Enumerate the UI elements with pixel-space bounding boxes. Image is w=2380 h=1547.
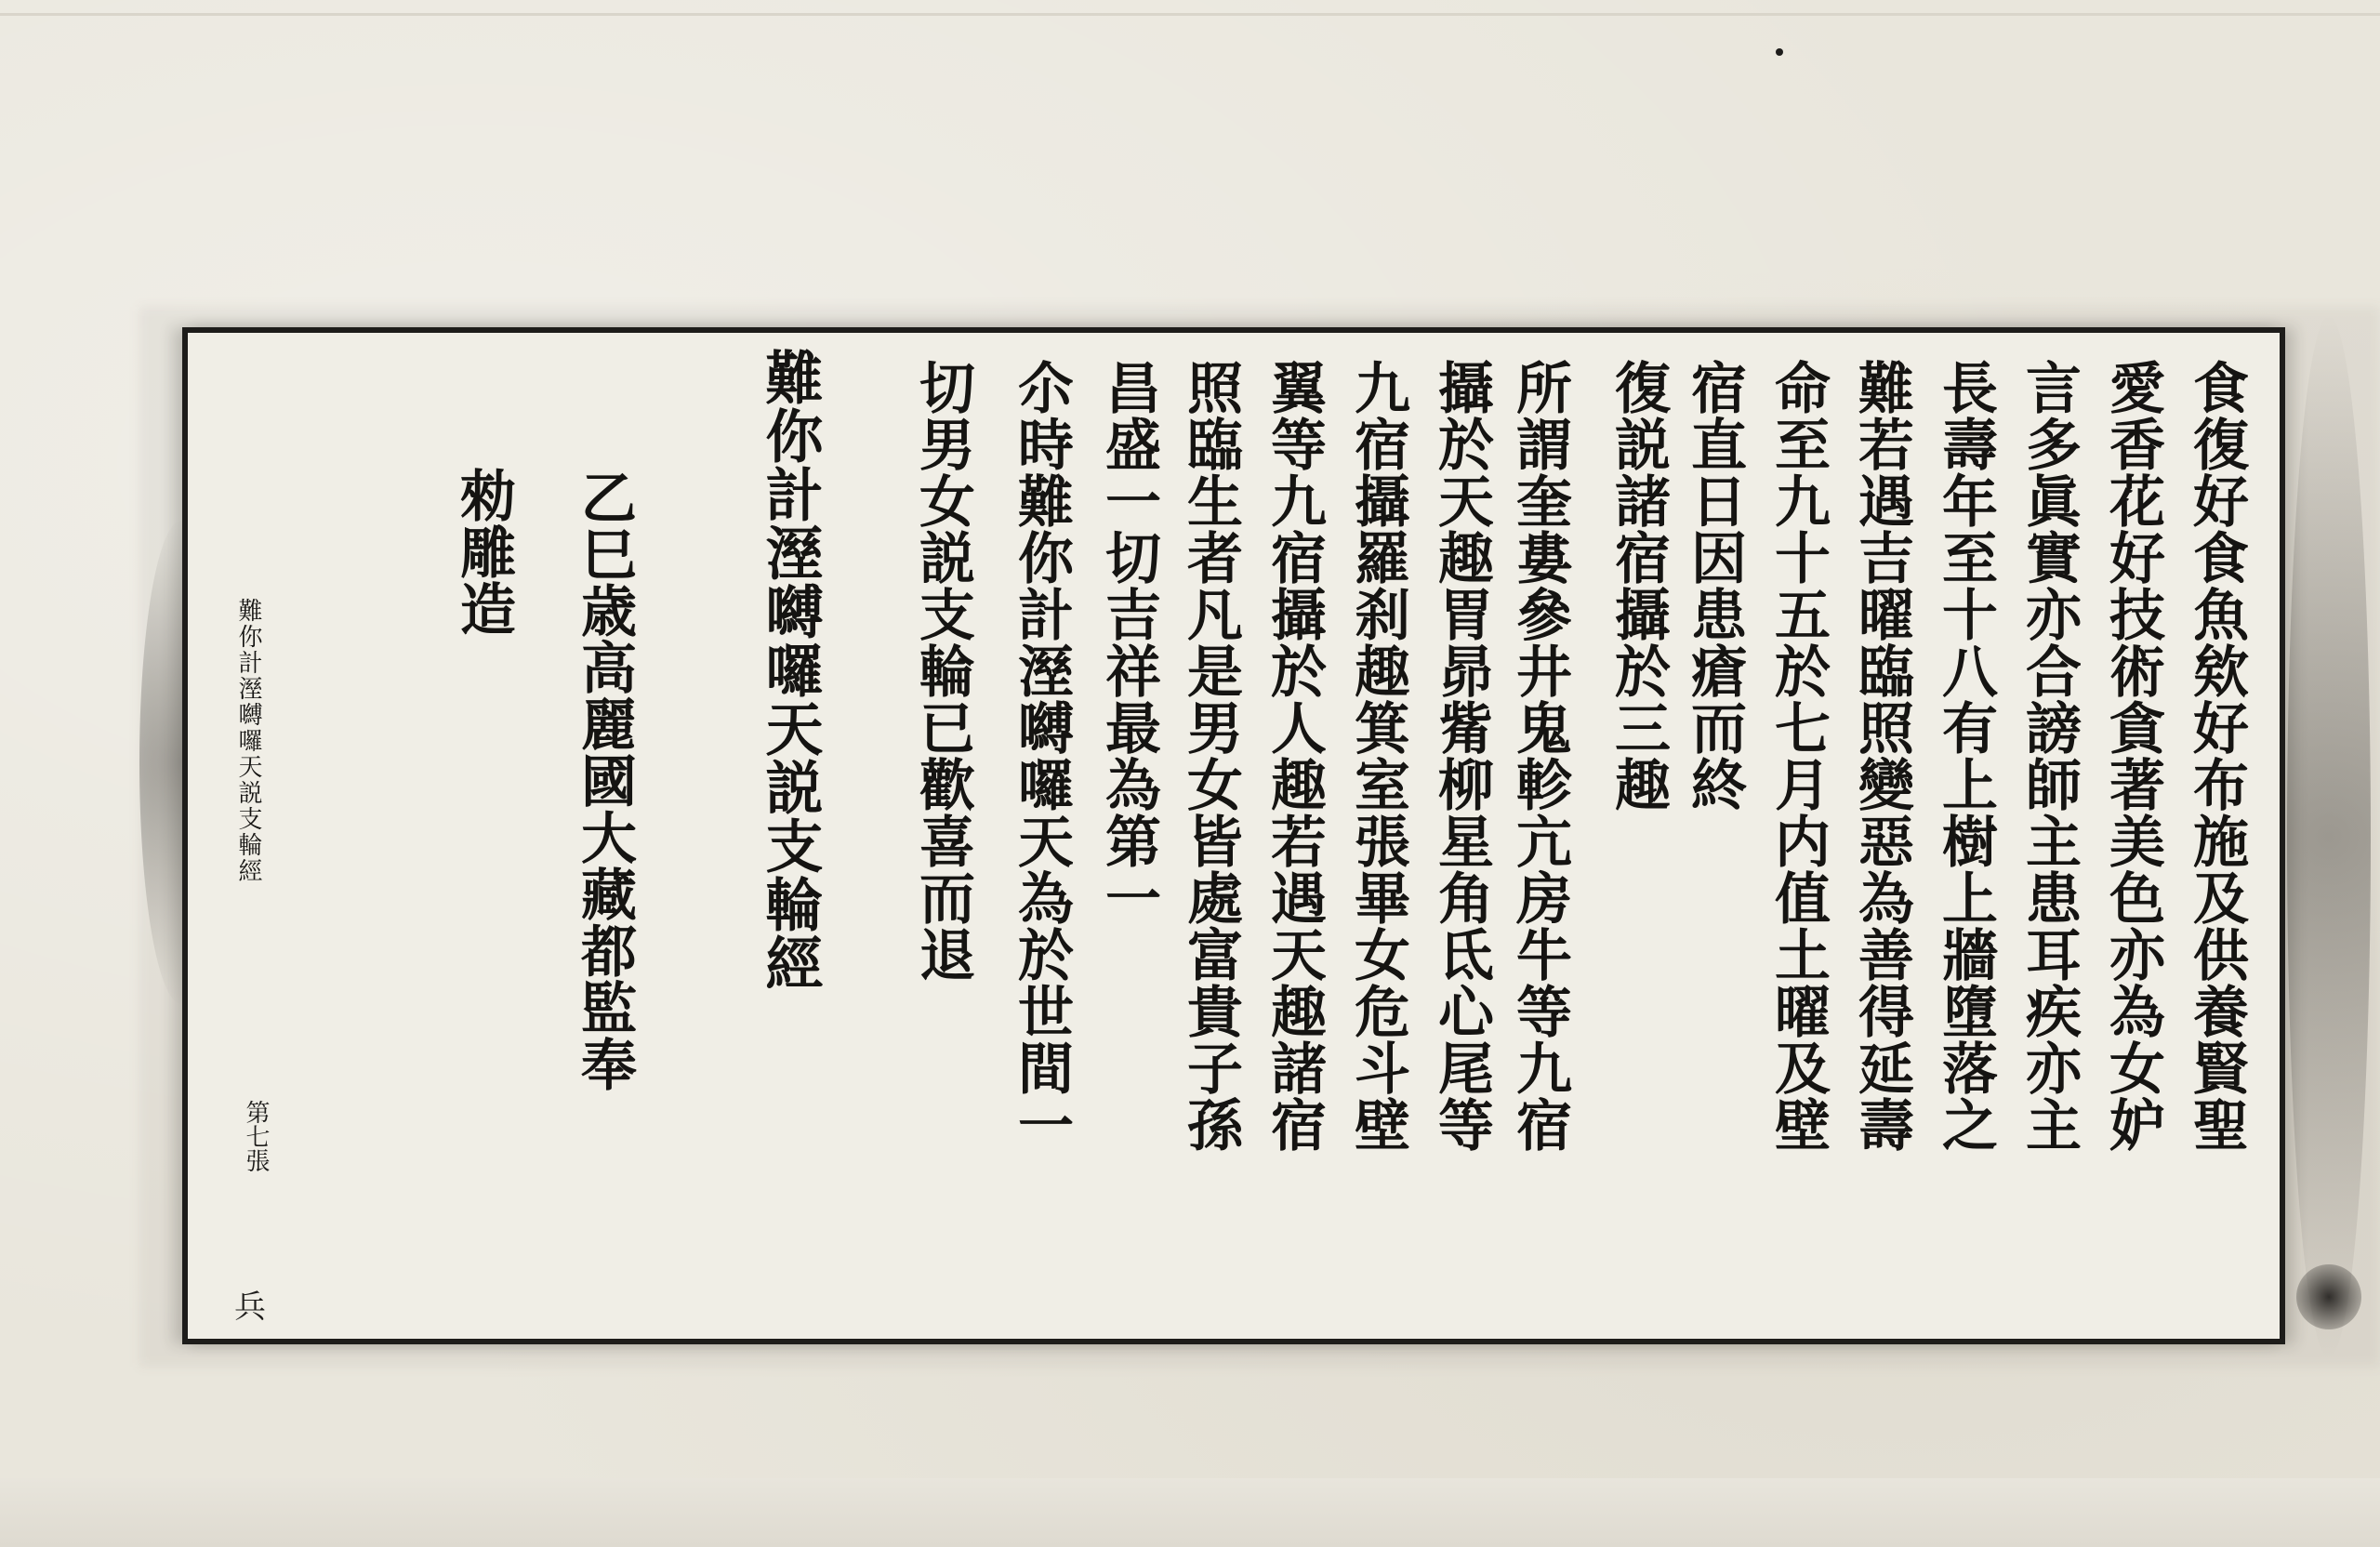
text-column-6: 命至九十五於七月内值土曜及壁 [1765, 359, 1831, 1153]
text-column-4: 長壽年至十八有上樹上牆墮落之 [1933, 359, 1998, 1153]
printed-block-frame [182, 327, 2285, 1344]
text-column-5: 難若遇吉曜臨照變惡為善得延壽 [1849, 359, 1914, 1153]
text-column-9: 所謂奎婁參井鬼軫亢房牛等九宿 [1507, 359, 1572, 1153]
text-column-14: 昌盛一切吉祥最為第一 [1096, 359, 1161, 926]
text-column-11: 九宿攝羅刹趣箕室張畢女危斗壁 [1345, 359, 1410, 1153]
text-column-1: 食復好食魚欸好布施及供養賢聖 [2184, 359, 2249, 1153]
page-top-edge [0, 13, 2380, 16]
ink-smudge [2296, 1264, 2361, 1329]
sutra-title: 難你計溼嚩囉天説支輪經 [756, 348, 824, 992]
edict-line: 勑雕造 [451, 467, 516, 637]
text-column-7: 宿直日因患瘡而終 [1682, 359, 1747, 813]
margin-title: 難你計溼嚩囉天説支輪經 [234, 598, 262, 884]
text-column-10: 攝於天趣胃昴觜柳星角氐心尾等 [1429, 359, 1494, 1153]
text-column-3: 言多眞實亦合謗師主患耳疾亦主 [2016, 359, 2082, 1153]
ink-smudge [2287, 316, 2371, 1357]
text-column-2: 愛香花好技術貪著美色亦為女妒 [2100, 359, 2165, 1153]
page-bottom-edge [0, 1478, 2380, 1547]
carver-mark: 兵 [234, 1289, 266, 1326]
text-column-15: 尒時難你計溼嚩囉天為於世間一 [1009, 359, 1074, 1153]
text-column-16: 切男女説支輪已歡喜而退 [910, 359, 975, 983]
ink-speck [1776, 48, 1783, 56]
page-number: 第七張 [242, 1100, 270, 1172]
colophon-line: 乙巳歳高麗國大藏都監奉 [572, 469, 637, 1092]
text-column-13: 照臨生者凡是男女皆處富貴子孫 [1178, 359, 1243, 1153]
text-column-8: 復説諸宿攝於三趣 [1606, 359, 1671, 813]
text-column-12: 翼等九宿攝於人趣若遇天趣諸宿 [1262, 359, 1327, 1153]
